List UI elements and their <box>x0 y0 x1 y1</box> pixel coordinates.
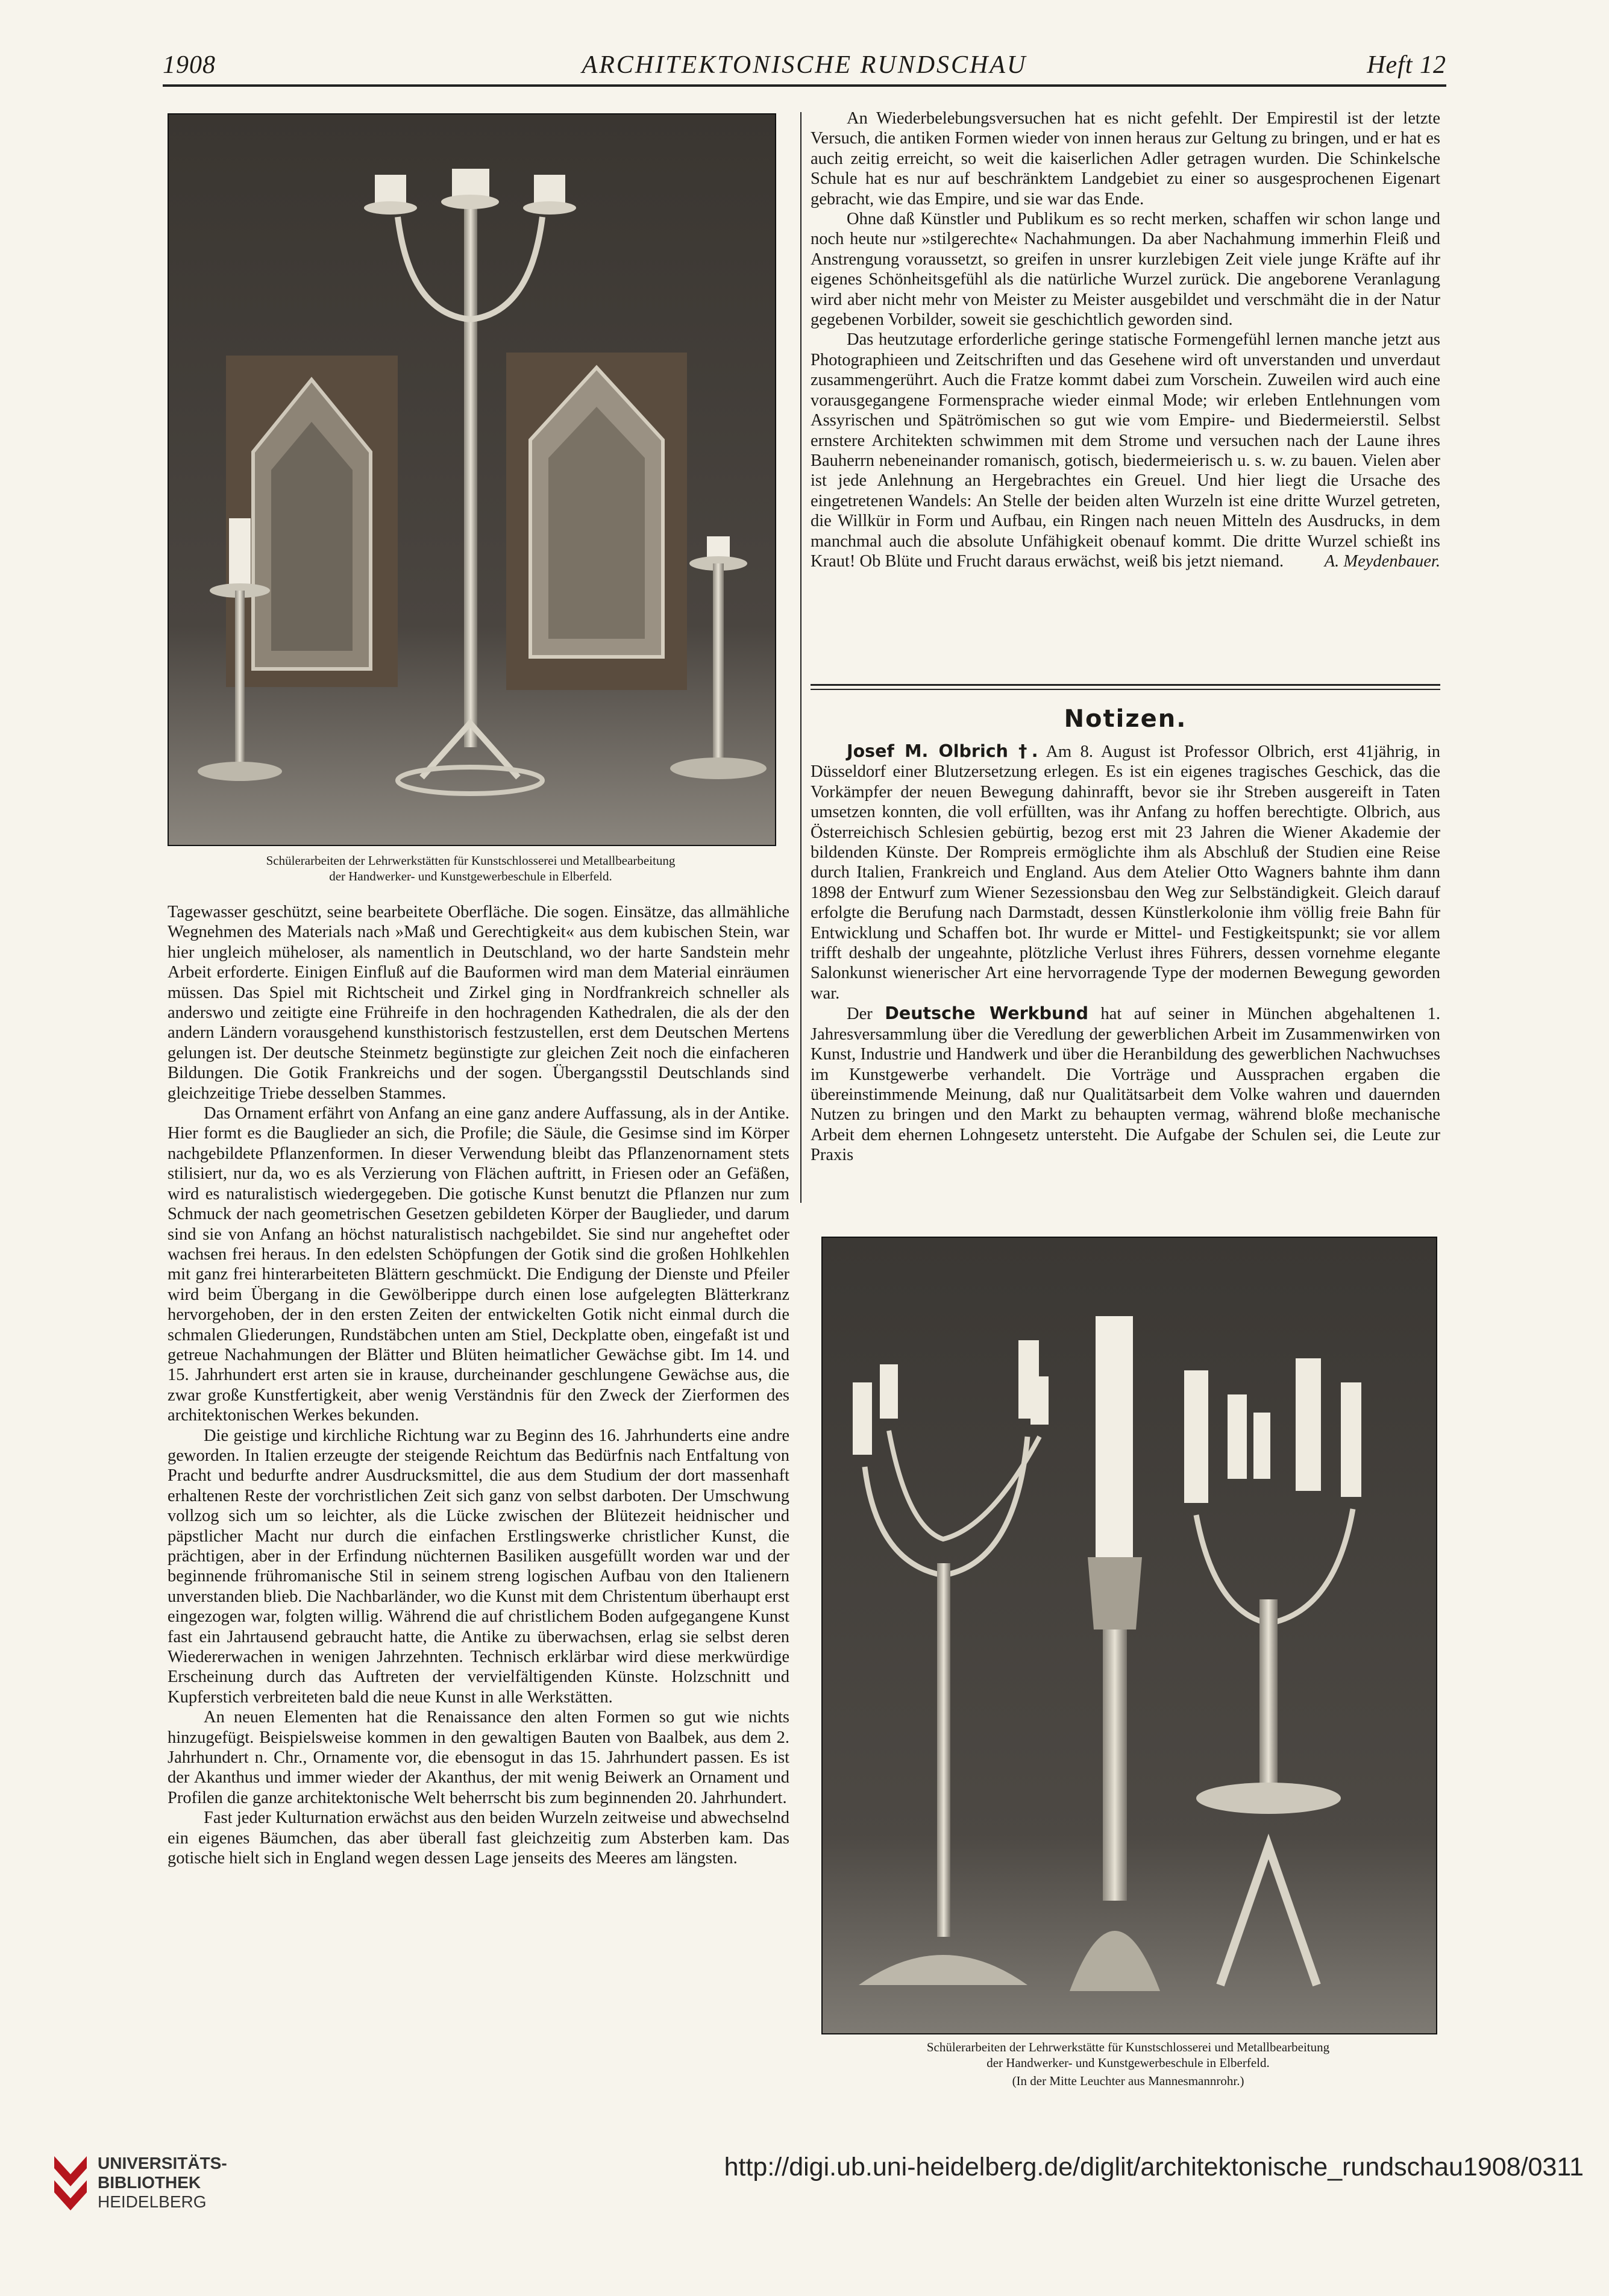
library-logo-icon <box>49 2150 92 2216</box>
library-logo <box>49 2145 227 2224</box>
notizen-heading: Notizen. <box>1064 705 1187 733</box>
logo-line1: UNIVERSITÄTS- <box>98 2154 227 2172</box>
left-paragraph-1: Tagewasser geschützt, seine bearbeitete Oberfläche. Die sogen. Einsätze, das allmähliche Wegnehmen des Materials nach »Maß und Gerechtigkeit« aus dem kubischen Stein, war hier ungleich müheloser, als namentlich in Deutschland, wo der harte Sandstein mehr Arbeit erforderte. Einigen Einfluß auf die Bauformen wird man dem Material einräumen müssen. Das Spiel mit Richtscheit und Zirkel ging in Nordfrankreich schneller als anderswo und zeitigte eine Frühreife in den hochragenden Kathedralen, die als der den andern Ländern vorausgehend kunsthistorisch festzustellen, erst dem Deutschen Mertens gelungen ist. Der deutsche Steinmetz begünstigte zur gleichen Zeit noch die einfacheren Bildungen. Die Gotik Frankreichs und der sogen. Übergangsstil Deutschlands sind gleichzeitige Triebe desselben Stammes. <box>168 903 789 1103</box>
figure1-caption-line1: Schülerarbeiten der Lehrwerkstätten für Kunstschlosserei und Metallbearbeitung <box>266 853 676 868</box>
source-url-link[interactable]: http://digi.ub.uni-heidelberg.de/diglit/architektonische_rundschau1908/0311 <box>724 2153 1584 2182</box>
left-paragraph-4: An neuen Elementen hat die Renaissance den alten Formen so gut wie nichts hinzugefügt. Beispielsweise kommen in den gewaltigen Bauten von Baalbek, aus dem 2. Jahrhundert n. Chr., Ornamente vor, die ebensogut in das 15. Jahrhundert passen. Es ist der Akanthus und immer wieder der Akanthus, der mit wenig Beiwerk an Ornament und Profilen die ganze architektonische Welt beherrscht bis zum beginnenden 20. Jahrhundert. <box>168 1708 789 1807</box>
figure1-caption <box>168 853 774 884</box>
left-paragraph-3: Die geistige und kirchliche Richtung war zu Beginn des 16. Jahrhunderts eine andre geworden. In Italien erzeugte der steigende Reichtum das Bedürfnis nach Entfaltung von Pracht und bedurfte andrer Ausdrucksmittel, die aus dem Studium der dort massenhaft erhaltenen Reste der vorchristlichen Zeit sich ganz von selbst darboten. Der Umschwung vollzog sich um so leichter, als die Lücke zwischen der Blütezeit heidnischer und päpstlicher Macht nur durch die einfachen Erstlingswerke christlicher Kunst, die prächtigen, aber in der Erfindung nüchternen Basiliken ausgefüllt worden war und der beginnende frühromanische Stil in seinem streng logischen Aufbau von den Italienern unverstanden blieb. Die Nachbarländer, wo die Kunst mit dem Christentum überhaupt erst eingezogen war, folgten willig. Während die auf christlichem Boden aufgegangene Kunst fast ein Jahrtausend gebraucht hatte, die Antike zu überwachsen, erlag sie selbst deren Wiedererwachen in wenigen Jahrzehnten. Technisch erklärbar wird diese merkwürdige Erscheinung durch das Auftreten der vervielfältigenden Künste. Holzschnitt und Kupferstich verbreiteten bald die neue Kunst in alle Werkstätten. <box>168 1426 789 1707</box>
header-year: 1908 <box>163 51 216 79</box>
logo-line2: BIBLIOTHEK <box>98 2173 201 2192</box>
section-separator <box>811 684 1440 686</box>
figure1-caption-line2: der Handwerker- und Kunstgewerbeschule in Elberfeld. <box>329 869 612 883</box>
article-signature: A. Meydenbauer. <box>1324 551 1440 571</box>
right-paragraph-2: Ohne daß Künstler und Publikum es so recht merken, schaffen wir schon lange und noch heute nur »stilgerechte« Nachahmungen. Da aber Nachahmung immerhin Fleiß und Anstrengung voraussetzt, so greifen in unsrer kurzlebigen Zeit viele junge Kräfte auf ihr eigenes Schönheitsgefühl als die natürliche Wurzel zurück. Die angeborene Veranlagung wird aber nicht mehr von Meister zu Meister ausgebildet und verschmäht die in der Natur gegebenen Vorbilder, soweit sie geschichtlich geworden sind. <box>811 210 1440 330</box>
figure2-caption-line1: Schülerarbeiten der Lehrwerkstätte für Kunstschlosserei und Metallbearbeitung <box>926 2040 1330 2054</box>
figure2-caption-line2: der Handwerker- und Kunstgewerbeschule in Elberfeld. <box>986 2056 1270 2070</box>
werkbund-runin: Deutsche Werkbund <box>885 1003 1088 1024</box>
candelabra-photo-illustration <box>823 1238 1436 2033</box>
left-paragraph-5: Fast jeder Kulturnation erwächst aus den beiden Wurzeln zeitweise und abwechselnd ein eigenes Bäumchen, das aber überall fast gleichzeitig zum Absterben kam. Das gotische hielt sich in England wegen dessen Lage jenseits des Meeres am längsten. <box>168 1808 789 1868</box>
column-divider <box>800 112 801 1203</box>
section-separator-2 <box>811 689 1440 690</box>
figure2-caption <box>821 2039 1435 2089</box>
right-column <box>811 108 1440 571</box>
olbrich-runin: Josef M. Olbrich †. <box>847 741 1038 761</box>
werkbund-paragraph <box>811 1003 1440 1165</box>
right-paragraph-3 <box>811 330 1440 571</box>
figure1-photo <box>168 113 776 846</box>
olbrich-text: Am 8. August ist Professor Olbrich, erst 41jährig, in Düsseldorf einer Blutzersetzung erlegen. Es ist ein eigenes tragisches Geschick, das die Vorkämpfer der neuen Bewegung dahinrafft, bevor sie ihr Streben ausgereift in Taten umsetzen konnten, die voll erfüllten, was ihr Anfang zu hoffen berechtigte. Olbrich, aus Österreichisch Schlesien gebürtig, bezog erst mit 23 Jahren die Wiener Akademie der bildenden Künste. Der Rompreis ermöglichte ihm als Abschluß der Studien eine Reise durch Italien, Frankreich und England. Aus dem Atelier Otto Wagners bahnte ihm dann 1898 der Entwurf zum Wiener Sezessionsbau den Weg zur Selbständigkeit. Gleich darauf erfolgte die Berufung nach Darmstadt, dessen Künstlerkolonie ihm völlig freie Bahn für Entwicklung und Schaffen bot. Ihr wurde er Mittel- und Festigkeitspunkt; sie vor allem trifft deshalb der ungeahnte, plötzliche Verlust ihres Führers, dessen vornehme elegante Salonkunst wienerischer Art eine hervorragende Type der modernen Bewegung geworden war. <box>811 742 1440 1003</box>
olbrich-paragraph <box>811 741 1440 1003</box>
right-paragraph-3-text: Das heutzutage erforderliche geringe statische Formengefühl lernen manche jetzt aus Photographieen und Zeitschriften und das Gesehene wird oft unverstanden und unverdaut zusammengerührt. Auch die Fratze kommt dabei zum Vorschein. Zuweilen wird auch eine vorausgegangene Formensprache wieder einmal Mode; wir erleben Entlehnungen vom Assyrischen und Spätrömischen so gut wie vom Empire- und Biedermeierstil. Selbst ernstere Architekten schwimmen mit dem Strome und versuchen nach der Laune ihres Bauherrn nebeneinander romanisch, gotisch, biedermeierisch u. s. w. zu bauen. Vielen aber ist jede Anlehnung an Hergebrachtes ein Greuel. Und hier liegt die Ursache des eingetretenen Wandels: An Stelle der beiden alten Wurzeln ist eine dritte Wurzel getreten, die Willkür in Form und Aufbau, ein Ringen nach neuen Mitteln des Ausdrucks, in dem manchmal auch die absolute Unfähigkeit obenauf kommt. Die dritte Wurzel schießt ins Kraut! Ob Blüte und Frucht daraus erwächst, weiß bis jetzt niemand. <box>811 330 1440 571</box>
right-paragraph-1: An Wiederbelebungsversuchen hat es nicht gefehlt. Der Empirestil ist der letzte Versuch, die antiken Formen wieder von innen heraus zur Geltung zu bringen, und er hat es auch zeitig erreicht, so weit die kaiserlichen Adler getragen wurden. Die Schinkelsche Schule hat es nur auf beschränktem Landgebiet zu einer so ausgesprochenen Eigenart gebracht, wie das Empire, und sie war das Ende. <box>811 109 1440 209</box>
left-column <box>168 902 789 1869</box>
figure2-photo <box>821 1237 1437 2034</box>
logo-line3: HEIDELBERG <box>98 2192 207 2211</box>
candlestick-photo-illustration <box>169 114 775 845</box>
left-paragraph-2: Das Ornament erfährt von Anfang an eine ganz andere Auffassung, als in der Antike. Hier formt es die Bauglieder an sich, die Profile; die Säule, die Gesimse sind im Körper nachgebildete Pflanzenformen. In dieser Verwendung bleibt das Pflanzenornament stets stilisiert, nur da, wo es als Verzierung von Flächen auftritt, in Friesen oder an Gefäßen, wird es naturalistisch wiedergegeben. Die gotische Kunst benutzt die Pflanzen nur zum Schmuck der nach geometrischen Gesetzen gebildeten Körper der Bauglieder, und darum sind sie von Anfang an höchst naturalistisch nachgebildet. Sie sind nur angeheftet oder wachsen frei heraus. In den edelsten Schöpfungen der Gotik sind die großen Hohlkehlen mit ganz frei hinterarbeiteten Blättern geschmückt. Die Endigung der Dienste und Pfeiler wird beim Übergang in die Gewölberippe durch einen lose aufgelegten Blätterkranz hervorgehoben, der in den ersten Zeiten der entwickelten Gotik nicht einmal durch die schmalen Gliederungen, Rundstäbchen unten am Stiel, Deckplatte oben, eingefaßt ist und getreue Nachahmungen der Blätter und Blüten heimatlicher Gewächse gibt. Im 14. und 15. Jahrhundert erst arten sie in krause, durcheinander geschlungene Gewächse aus, die zwar große Kunstfertigkeit, aber wenig Verständnis für den Zweck der Zierformen des architektonischen Werkes bekunden. <box>168 1104 789 1425</box>
notizen-column <box>811 741 1440 1165</box>
werkbund-text: hat auf seiner in München abgehaltenen 1. Jahresversammlung über die Veredlung der gewerblichen Arbeit im Zusammenwirken von Kunst, Industrie und Handwerk und über die Heranbildung des gewerblichen Nachwuchses im Kunstgewerbe verhandelt. Die Vorträge und Aussprachen ergaben die übereinstimmende Meinung, daß nur Qualitätsarbeit dem Volke wahren und dauernden Nutzen zu bringen und den Markt zu behaupten vermag, während bloße mechanische Arbeit dem ehernen Lohngesetz untersteht. Die Aufgabe der Schulen sei, die Leute zur Praxis <box>811 1005 1440 1165</box>
header-journal-title: ARCHITEKTONISCHE RUNDSCHAU <box>582 51 1027 79</box>
werkbund-lead: Der <box>847 1005 873 1024</box>
page-header <box>163 41 1446 87</box>
figure2-caption-line3: (In der Mitte Leuchter aus Mannesmannrohr.) <box>1012 2074 1244 2088</box>
header-issue: Heft 12 <box>1367 51 1446 79</box>
